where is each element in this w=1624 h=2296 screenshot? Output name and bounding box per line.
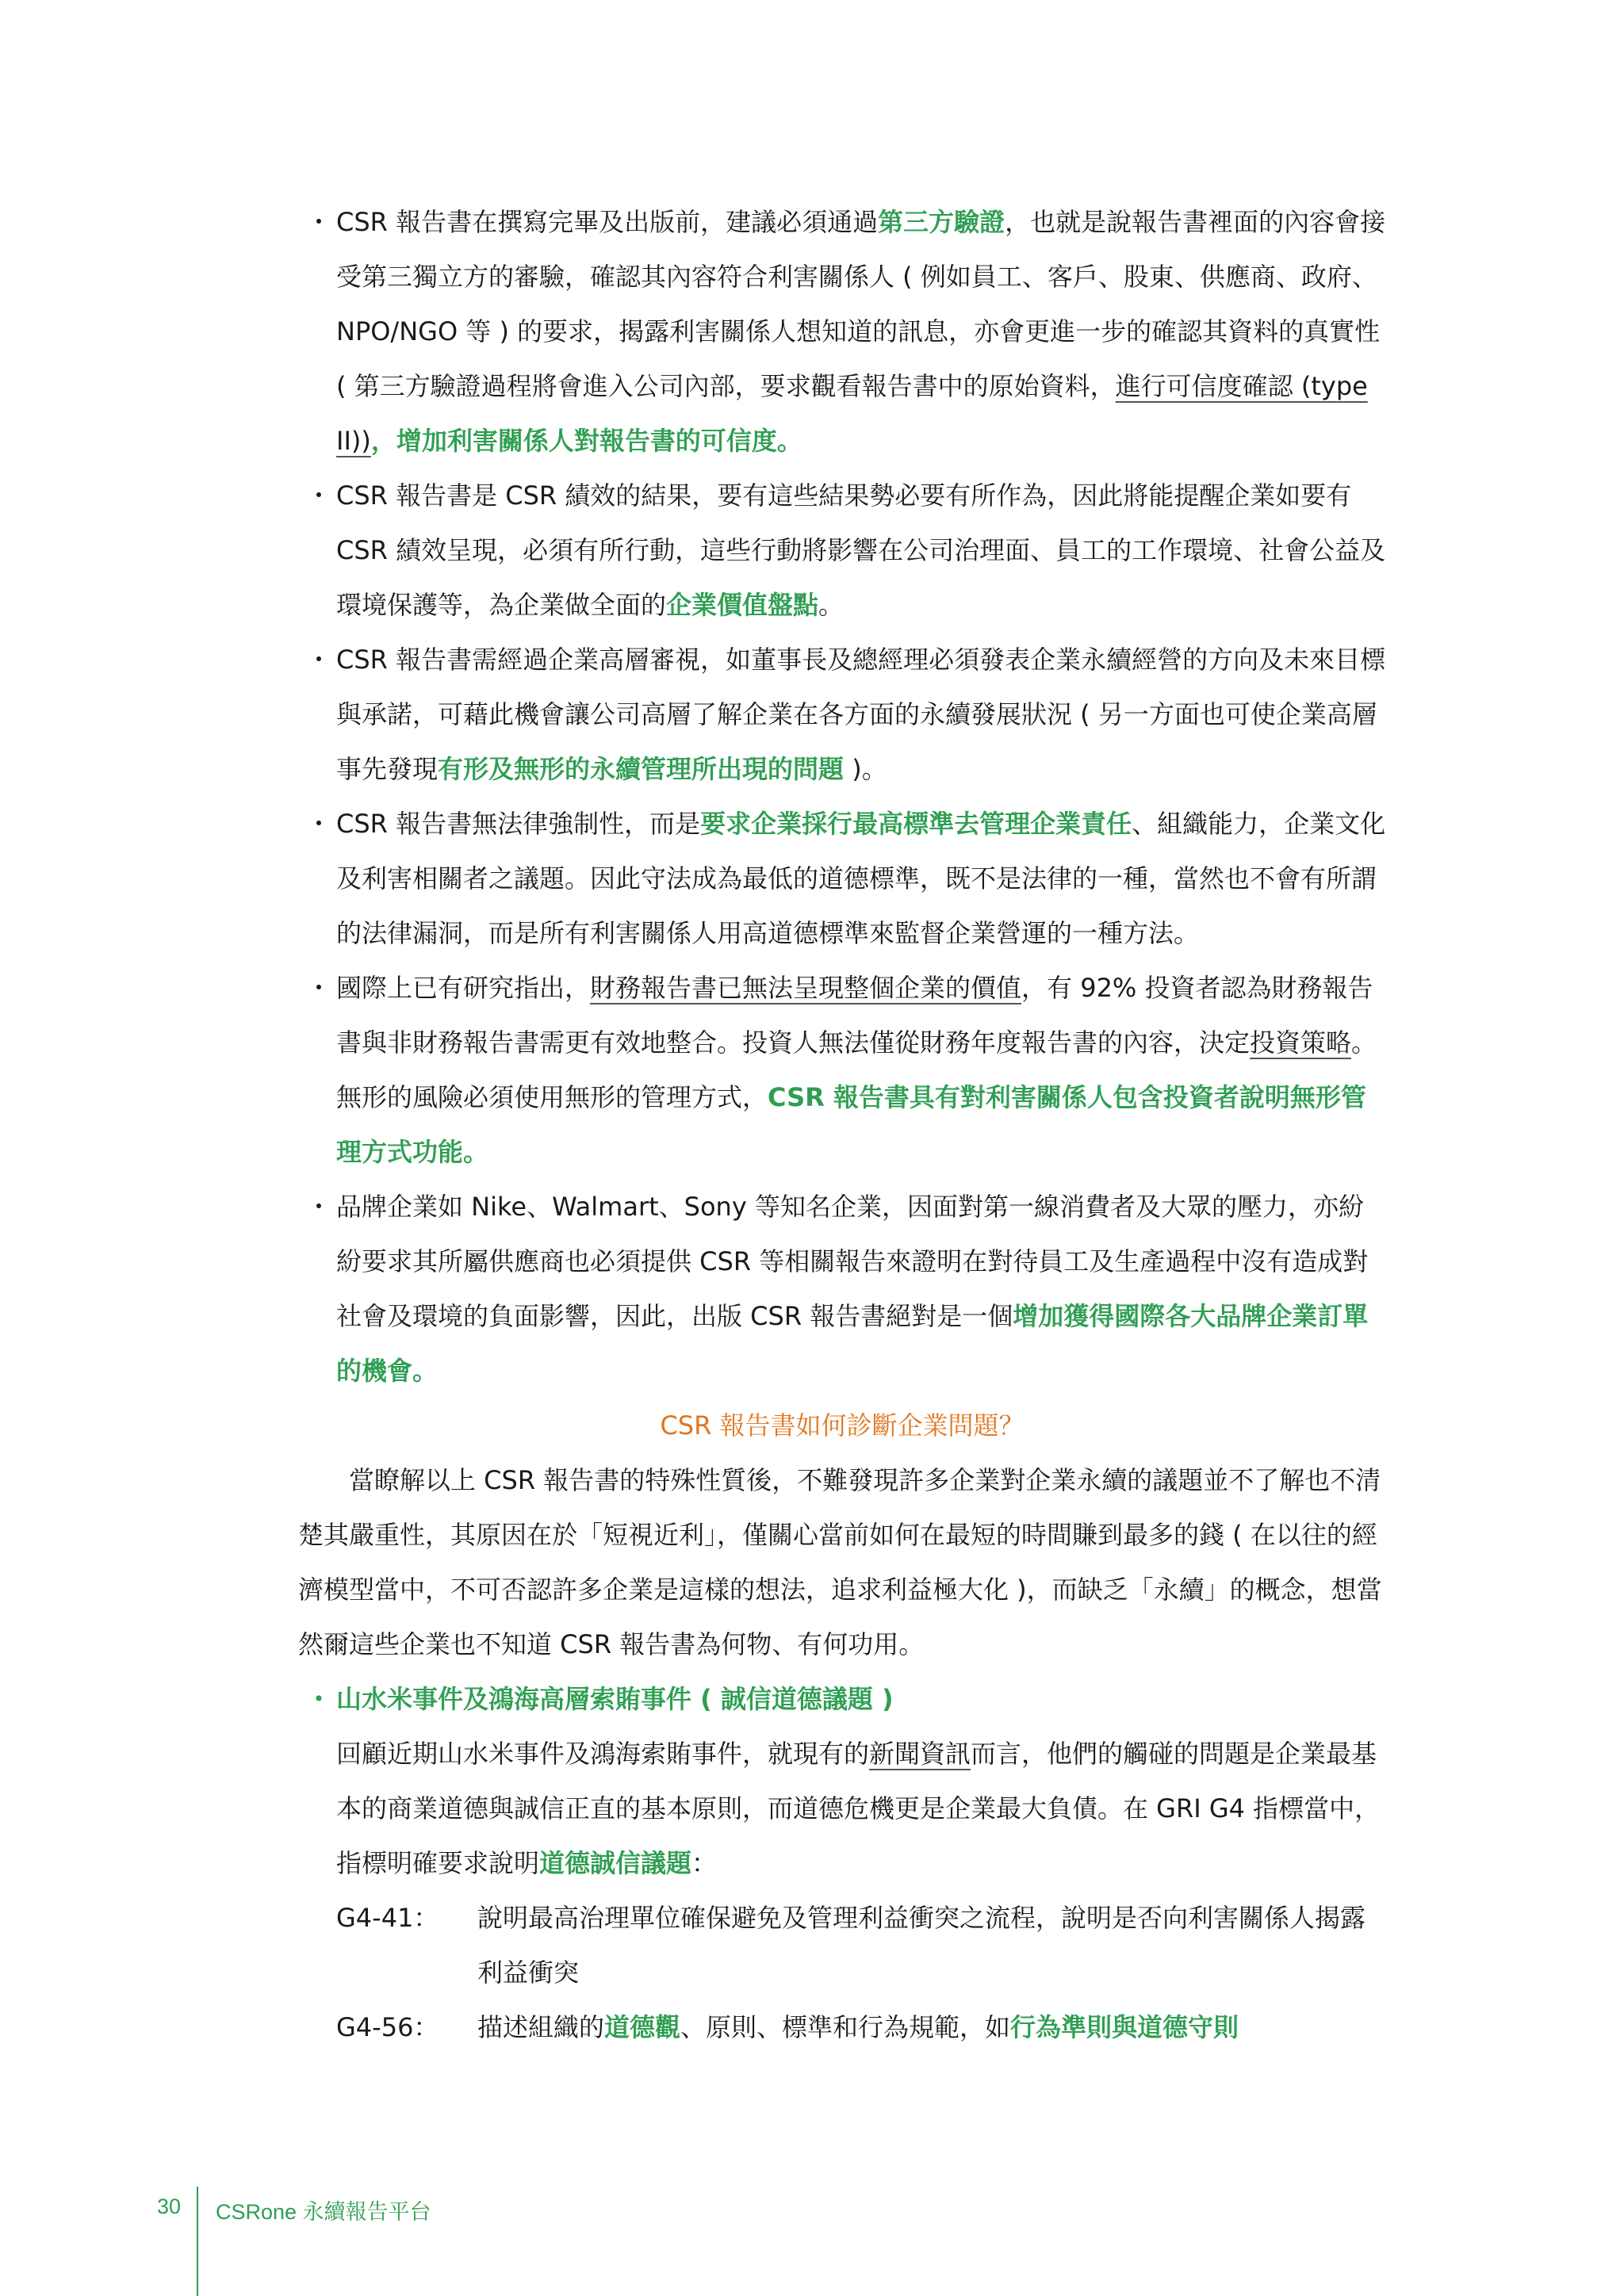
bullet-item (298, 633, 1386, 797)
subsection-paragraph: 回顧近期山水米事件及鴻海索賄事件，就現有的新聞資訊而言，他們的觸碰的問題是企業最基本的商業道德與誠信正直的基本原則，而道德危機更是企業最大負債。在 GRI G4 指標當中，指標明確要求說明道德誠信議題： (336, 1739, 1381, 1878)
bullet-item (298, 469, 1386, 633)
indicator-text: 描述組織的道德觀、原則、標準和行為規範，如行為準則與道德守則 (477, 2012, 1239, 2042)
subsection-heading (298, 1672, 1386, 1727)
subsection-body (298, 1727, 1386, 2055)
subsection-heading-text: 山水米事件及鴻海高層索賄事件 ( 誠信道德議題 ) (336, 1684, 894, 1714)
bullet-text: CSR 報告書無法律強制性，而是要求企業採行最高標準去管理企業責任、組織能力，企業文化及利害相關者之議題。因此守法成為最低的道德標準，既不是法律的一種，當然也不會有所謂的法律漏洞，而是所有利害關係人用高道德標準來監督企業營運的一種方法。 (336, 809, 1386, 948)
bullet-text: CSR 報告書在撰寫完畢及出版前，建議必須通過第三方驗證，也就是說報告書裡面的內容會接受第三獨立方的審驗，確認其內容符合利害關係人 ( 例如員工、客戶、股東、供應商、政府、NPO/NGO 等 ) 的要求，揭露利害關係人想知道的訊息，亦會更進一步的確認其資料的真實性 ( 第三方驗證過程將會進入公司內部，要求觀看報告書中的原始資料，進行可信度確認 (type II))，增加利害關係人對報告書的可信度。 (336, 207, 1386, 456)
bullet-text: 國際上已有研究指出，財務報告書已無法呈現整個企業的價值，有 92% 投資者認為財務報告書與非財務報告書需更有效地整合。投資人無法僅從財務年度報告書的內容，決定投資策略。無形的風險必須使用無形的管理方式，CSR 報告書具有對利害關係人包含投資者說明無形管理方式功能。 (336, 973, 1377, 1167)
bullet-item (298, 797, 1386, 961)
bullet-marker: ・ (306, 207, 332, 237)
bullet-text: 品牌企業如 Nike、Walmart、Sony 等知名企業，因面對第一線消費者及大眾的壓力，亦紛紛要求其所屬供應商也必須提供 CSR 等相關報告來證明在對待員工及生產過程中沒有造成對社會及環境的負面影響，因此，出版 CSR 報告書絕對是一個增加獲得國際各大品牌企業訂單的機會。 (336, 1192, 1369, 1386)
bullet-item (298, 961, 1386, 1180)
indicator-code: G4-41： (336, 1903, 439, 1933)
indicator-item-g4-41 (336, 1891, 1386, 2000)
bullet-text: CSR 報告書是 CSR 績效的結果，要有這些結果勢必要有所作為，因此將能提醒企業如要有 CSR 績效呈現，必須有所行動，這些行動將影響在公司治理面、員工的工作環境、社會公益及環境保護等，為企業做全面的企業價值盤點。 (336, 480, 1386, 620)
intro-paragraph: 當瞭解以上 CSR 報告書的特殊性質後，不難發現許多企業對企業永續的議題並不了解也不清楚其嚴重性，其原因在於「短視近利」，僅關心當前如何在最短的時間賺到最多的錢 ( 在以往的經濟模型當中，不可否認許多企業是這樣的想法，追求利益極大化 )，而缺乏「永續」的概念，想當然爾這些企業也不知道 CSR 報告書為何物、有何功用。 (298, 1465, 1382, 1659)
bullet-marker: ・ (306, 809, 332, 839)
indicator-text: 說明最高治理單位確保避免及管理利益衝突之流程，說明是否向利害關係人揭露利益衝突 (477, 1903, 1366, 1988)
bullet-marker: ・ (306, 645, 332, 675)
footer-brand: CSRone 永續報告平台 (216, 2200, 431, 2224)
bullet-marker: ・ (306, 1192, 332, 1222)
indicator-item-g4-56 (336, 2000, 1386, 2055)
indicator-code: G4-56： (336, 2012, 439, 2042)
footer-divider (197, 2187, 198, 2296)
bullet-item (298, 195, 1386, 469)
bullet-marker: ・ (306, 973, 332, 1003)
bullet-marker: ・ (306, 1684, 332, 1714)
page-number: 30 (157, 2195, 182, 2218)
bullet-item (298, 1180, 1386, 1399)
bullet-text: CSR 報告書需經過企業高層審視，如董事長及總經理必須發表企業永續經營的方向及未來目標與承諾，可藉此機會讓公司高層了解企業在各方面的永續發展狀況 ( 另一方面也可使企業高層事先發現有形及無形的永續管理所出現的問題 )。 (336, 645, 1386, 784)
main-content (298, 195, 1386, 2055)
bullet-marker: ・ (306, 480, 332, 511)
section-title: CSR 報告書如何診斷企業問題？ (660, 1410, 1025, 1441)
